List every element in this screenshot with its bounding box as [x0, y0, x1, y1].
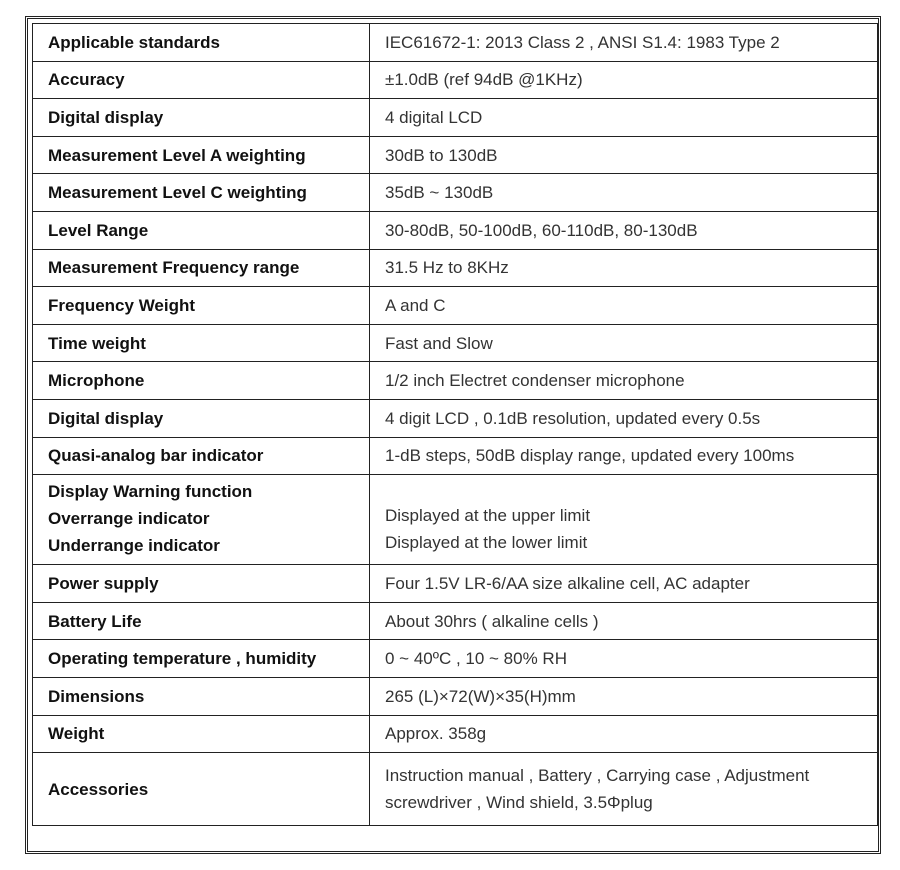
spec-value-cell — [370, 475, 878, 565]
spec-row — [33, 715, 878, 753]
spec-label-cell — [33, 61, 370, 99]
spec-label: Measurement Level C weighting — [48, 183, 307, 203]
spec-value-cell — [370, 677, 878, 715]
spec-value-cell — [370, 249, 878, 287]
spec-label: Measurement Frequency range — [48, 258, 300, 278]
spec-row — [33, 677, 878, 715]
spec-label-cell — [33, 24, 370, 62]
spec-value: Approx. 358g — [385, 724, 487, 744]
spec-value-cell — [370, 99, 878, 137]
spec-label-cell — [33, 136, 370, 174]
spec-value-cell — [370, 211, 878, 249]
spec-value-cell — [370, 602, 878, 640]
spec-label: Battery Life — [48, 611, 142, 631]
spec-value: 1-dB steps, 50dB display range, updated every 100ms — [385, 446, 795, 466]
spec-label-cell — [33, 211, 370, 249]
spec-label-cell — [33, 99, 370, 137]
spec-value: ±1.0dB (ref 94dB @1KHz) — [385, 70, 583, 90]
spec-label: Quasi-analog bar indicator — [48, 446, 264, 466]
spec-row — [33, 640, 878, 678]
spec-value: 31.5 Hz to 8KHz — [385, 258, 509, 278]
spec-label: Accuracy — [48, 70, 125, 90]
spec-label: Overrange indicator — [48, 509, 210, 529]
spec-label: Applicable standards — [48, 32, 220, 52]
spec-value: Four 1.5V LR-6/AA size alkaline cell, AC adapter — [385, 573, 750, 593]
spec-value: 1/2 inch Electret condenser microphone — [385, 371, 685, 391]
spec-label: Frequency Weight — [48, 295, 196, 315]
spec-value-cell — [370, 437, 878, 475]
spec-row — [33, 437, 878, 475]
spec-value: Fast and Slow — [385, 333, 493, 353]
spec-value-cell — [370, 753, 878, 826]
spec-label: Dimensions — [48, 686, 145, 706]
spec-label: Digital display — [48, 408, 164, 428]
spec-row — [33, 753, 878, 826]
spec-value: IEC61672-1: 2013 Class 2 , ANSI S1.4: 1983 Type 2 — [385, 32, 780, 52]
spec-label-cell — [33, 602, 370, 640]
spec-label-cell — [33, 249, 370, 287]
spec-row — [33, 136, 878, 174]
spec-value-cell — [370, 136, 878, 174]
spec-row — [33, 174, 878, 212]
spec-label-cell — [33, 399, 370, 437]
spec-value: 0 ~ 40ºC , 10 ~ 80% RH — [385, 649, 567, 669]
spec-label: Power supply — [48, 573, 159, 593]
spec-row — [33, 211, 878, 249]
spec-row — [33, 324, 878, 362]
spec-label: Underrange indicator — [48, 536, 220, 556]
spec-value: 30dB to 130dB — [385, 145, 498, 165]
spec-value: Displayed at the lower limit — [385, 532, 588, 552]
spec-label: Digital display — [48, 107, 164, 127]
spec-value-cell — [370, 24, 878, 62]
spec-label-cell — [33, 362, 370, 400]
spec-label-cell — [33, 640, 370, 678]
spec-value: A and C — [385, 295, 446, 315]
spec-label-cell — [33, 715, 370, 753]
spec-value-cell — [370, 287, 878, 325]
spec-value: 35dB ~ 130dB — [385, 183, 494, 203]
spec-label: Weight — [48, 724, 105, 744]
spec-row — [33, 362, 878, 400]
spec-value-cell — [370, 61, 878, 99]
spec-value: 265 (L)×72(W)×35(H)mm — [385, 686, 576, 706]
spec-value-cell — [370, 715, 878, 753]
spec-value: Displayed at the upper limit — [385, 505, 591, 525]
spec-row — [33, 565, 878, 603]
spec-label-cell — [33, 324, 370, 362]
spec-value: screwdriver , Wind shield, 3.5Φplug — [385, 793, 653, 813]
spec-label-cell — [33, 437, 370, 475]
spec-value-cell — [370, 399, 878, 437]
spec-label: Display Warning function — [48, 482, 253, 502]
spec-label-cell — [33, 475, 370, 565]
spec-label-cell — [33, 287, 370, 325]
spec-value-cell — [370, 174, 878, 212]
spec-label: Measurement Level A weighting — [48, 145, 306, 165]
spec-label: Accessories — [48, 779, 149, 799]
spec-label-cell — [33, 565, 370, 603]
spec-value-cell — [370, 640, 878, 678]
spec-label: Level Range — [48, 220, 149, 240]
spec-row — [33, 399, 878, 437]
spec-value: Instruction manual , Battery , Carrying case , Adjustment — [385, 766, 810, 786]
spec-row — [33, 99, 878, 137]
spec-label: Operating temperature , humidity — [48, 649, 317, 669]
spec-row — [33, 475, 878, 565]
spec-value-cell — [370, 324, 878, 362]
spec-value-cell — [370, 362, 878, 400]
specifications-table — [32, 23, 878, 826]
spec-value: 30-80dB, 50-100dB, 60-110dB, 80-130dB — [385, 220, 698, 240]
spec-row — [33, 61, 878, 99]
spec-row — [33, 249, 878, 287]
spec-label: Microphone — [48, 371, 145, 391]
spec-row — [33, 24, 878, 62]
spec-row — [33, 602, 878, 640]
spec-value-cell — [370, 565, 878, 603]
spec-value: About 30hrs ( alkaline cells ) — [385, 611, 599, 631]
specifications-body — [33, 24, 878, 826]
spec-value: 4 digit LCD , 0.1dB resolution, updated every 0.5s — [385, 408, 761, 428]
spec-value: 4 digital LCD — [385, 107, 483, 127]
spec-row — [33, 287, 878, 325]
spec-label: Time weight — [48, 333, 146, 353]
specifications-frame — [25, 16, 881, 854]
spec-label-cell — [33, 753, 370, 826]
spec-label-cell — [33, 174, 370, 212]
spec-label-cell — [33, 677, 370, 715]
